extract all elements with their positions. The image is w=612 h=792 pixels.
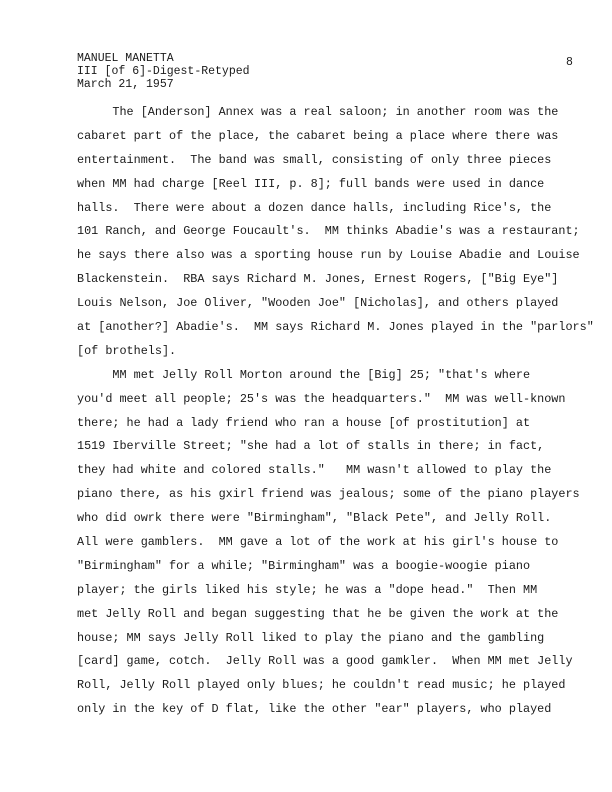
text-line: there; he had a lady friend who ran a house [of prostitution] at <box>77 415 531 430</box>
text-line: MM met Jelly Roll Morton around the [Big] 25; "that's where <box>77 367 531 382</box>
header-date: March 21, 1957 <box>77 78 174 91</box>
text-line: The [Anderson] Annex was a real saloon; in another room was the <box>77 105 559 119</box>
text-line: 101 Ranch, and George Foucault's. MM thinks Abadie's was a restaurant; <box>77 224 580 239</box>
page-header <box>77 52 250 91</box>
text-line: "Birmingham" for a while; "Birmingham" was a boogie-woogie piano <box>77 558 531 573</box>
text-line: house; MM says Jelly Roll liked to play the piano and the gambling <box>77 630 545 645</box>
header-reel: III [of 6]-Digest-Retyped <box>77 65 250 78</box>
text-line: you'd meet all people; 25's was the headquarters." MM was well-known <box>77 391 566 406</box>
text-line: Blackenstein. RBA says Richard M. Jones, Ernest Rogers, ["Big Eye"] <box>77 272 559 287</box>
text-line: who did owrk there were "Birmingham", "Black Pete", and Jelly Roll. <box>77 511 552 526</box>
text-line: player; the girls liked his style; he was a "dope head." Then MM <box>77 582 538 597</box>
text-line: when MM had charge [Reel III, p. 8]; full bands were used in dance <box>77 176 545 191</box>
text-line: 1519 Iberville Street; "she had a lot of stalls in there; in fact, <box>77 439 545 454</box>
page-number: 8 <box>566 56 573 69</box>
text-line: All were gamblers. MM gave a lot of the work at his girl's house to <box>77 535 559 550</box>
text-line: Roll, Jelly Roll played only blues; he couldn't read music; he played <box>77 678 566 693</box>
text-line: cabaret part of the place, the cabaret being a place where there was <box>77 128 559 143</box>
text-line: only in the key of D flat, like the other "ear" players, who played <box>77 702 552 717</box>
text-line: entertainment. The band was small, consisting of only three pieces <box>77 152 552 167</box>
header-name: MANUEL MANETTA <box>77 52 174 65</box>
text-line: piano there, as his gxirl friend was jealous; some of the piano players <box>77 487 580 502</box>
text-line: at [another?] Abadie's. MM says Richard M. Jones played in the "parlors" <box>77 320 594 335</box>
text-line: halls. There were about a dozen dance halls, including Rice's, the <box>77 200 552 215</box>
text-line: met Jelly Roll and began suggesting that he be given the work at the <box>77 606 559 621</box>
text-line: [card] game, cotch. Jelly Roll was a good gamkler. When MM met Jelly <box>77 654 573 669</box>
text-line: Louis Nelson, Joe Oliver, "Wooden Joe" [Nicholas], and others played <box>77 296 559 311</box>
body-text <box>77 101 607 722</box>
text-line: [of brothels]. <box>77 343 177 358</box>
text-line: he says there also was a sporting house run by Louise Abadie and Louise <box>77 248 580 263</box>
text-line: they had white and colored stalls." MM wasn't allowed to play the <box>77 463 552 478</box>
